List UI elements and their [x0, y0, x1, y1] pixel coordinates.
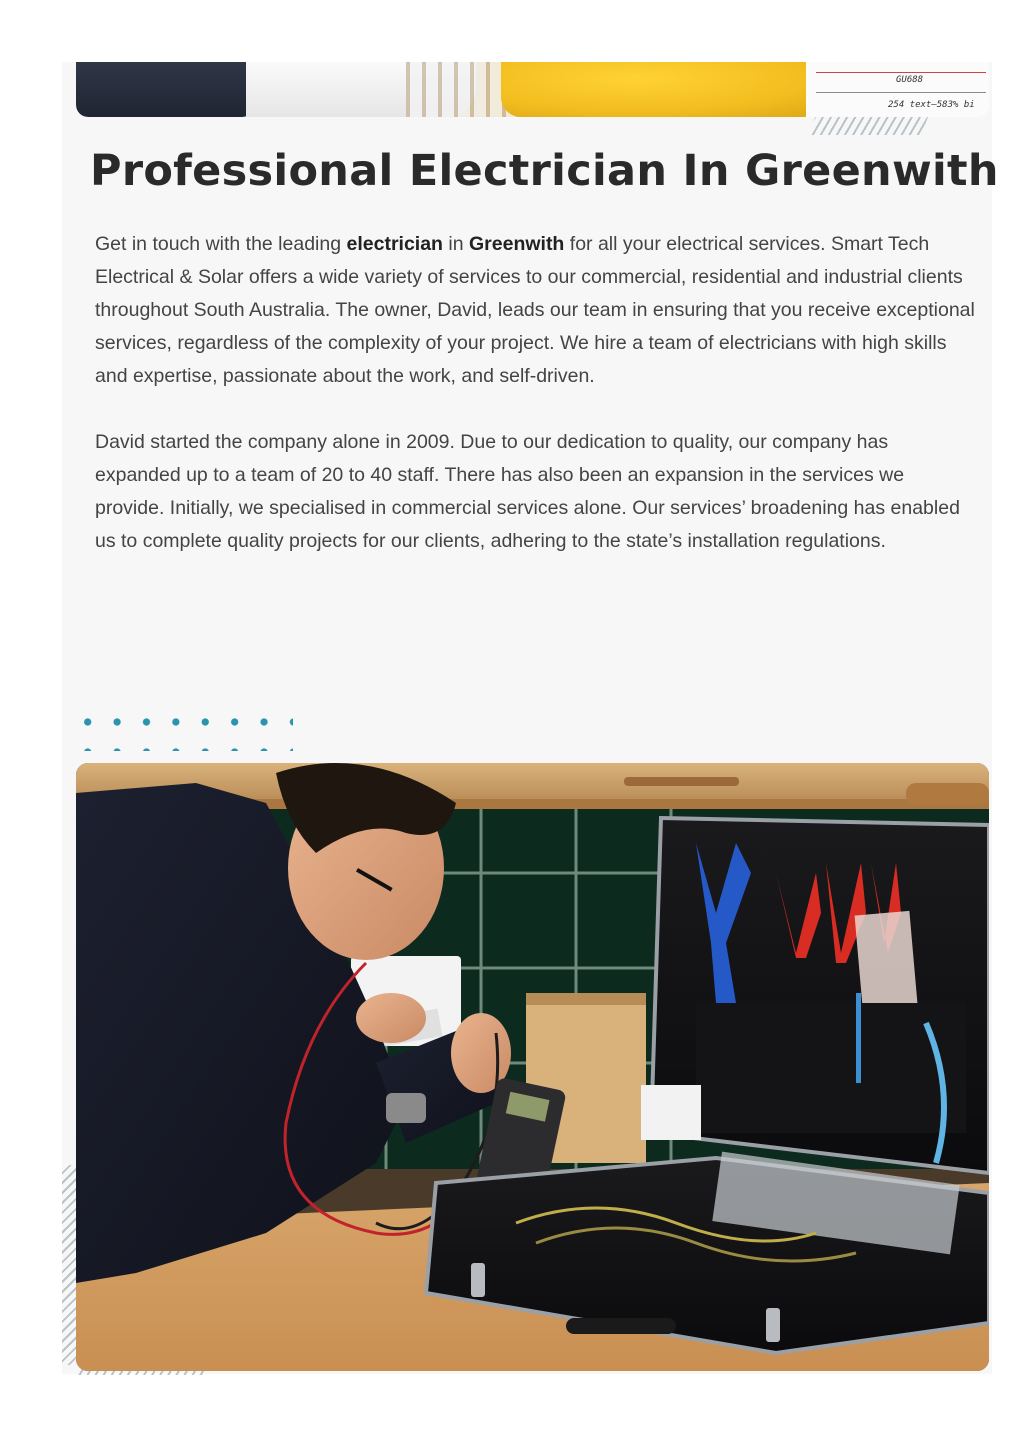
paper-document-image — [806, 62, 989, 117]
section-title: Professional Electrician In Greenwith — [90, 146, 999, 196]
cabinet-handle — [624, 777, 739, 786]
top-photo-cropped — [76, 62, 989, 117]
paper-line — [816, 72, 986, 73]
intro-paragraph — [95, 228, 975, 393]
history-paragraph: David started the company alone in 2009. Due to our dedication to quality, our company has expanded up to a team of 20 to 40 staff. There has also been an expansion in the services we provide. Initially, we specialised in commercial services alone. Our services’ broadening has enabled us to complete quality projects for our clients, adhering to the state’s installation regulations. — [95, 431, 960, 552]
intro-text-in: in — [442, 233, 469, 255]
wires-image — [406, 62, 516, 117]
intro-text-rest: for all your electrical services. Smart Tech Electrical & Solar offers a wide variety of services to our commercial, residential and industrial clients throughout South Australia. The owner, David, leads our team in ensuring that you receive exceptional services, regardless of the complexity of your project. We hire a team of electricians with high skills and expertise, passionate about the work, and self-driven. — [95, 233, 975, 387]
paper-label-1: GU688 — [896, 75, 924, 85]
decorative-hatch-top — [808, 117, 928, 135]
lid-pocket — [696, 1003, 966, 1133]
case-latch-right — [766, 1308, 780, 1342]
keyword-electrician: electrician — [346, 233, 443, 255]
intro-text-start: Get in touch with the leading — [95, 233, 347, 255]
decorative-dot-grid — [73, 707, 293, 751]
case-latch-left — [471, 1263, 485, 1297]
white-plug-adapter — [641, 1085, 701, 1140]
yellow-hardhat-image — [501, 62, 841, 117]
case-handle — [566, 1318, 676, 1334]
paper-line — [816, 92, 986, 93]
meter-device-image — [76, 62, 256, 117]
rolling-pin — [906, 783, 989, 805]
paper-label-2: 254 text—583% bi — [888, 100, 975, 110]
screwdriver-blue — [856, 993, 861, 1083]
decorative-hatch-left — [62, 1165, 76, 1365]
wrist-watch — [386, 1093, 426, 1123]
keyword-location: Greenwith — [469, 233, 565, 255]
electrician-photo — [76, 763, 989, 1371]
wooden-box-top — [526, 993, 646, 1005]
person-hand-left — [356, 993, 426, 1043]
